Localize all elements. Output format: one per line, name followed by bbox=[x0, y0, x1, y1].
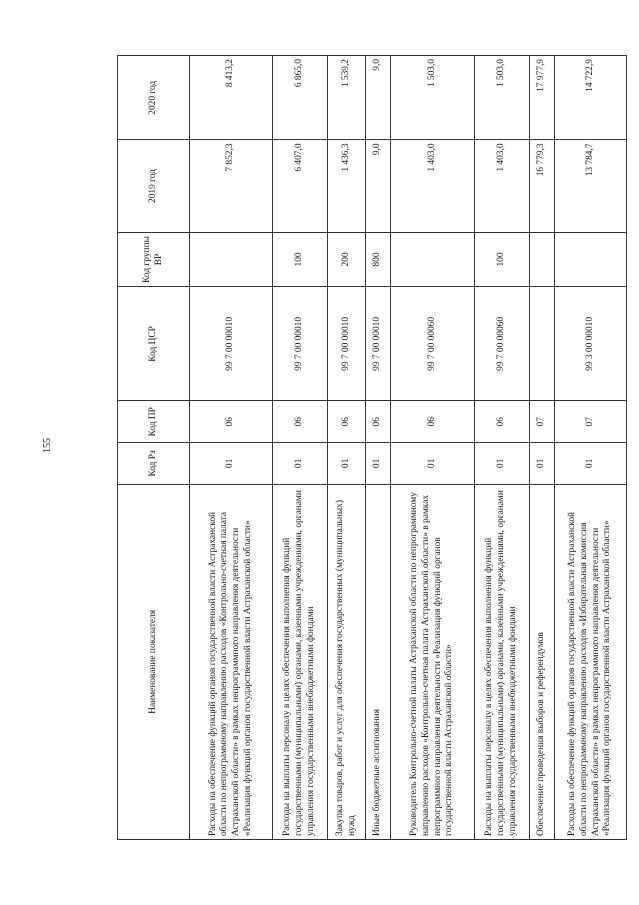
cell-pr: 06 bbox=[366, 401, 391, 443]
cell-pr: 06 bbox=[475, 401, 530, 443]
cell-2019: 6 407,0 bbox=[273, 140, 328, 232]
cell-csr: 99 3 00 00010 bbox=[555, 287, 627, 401]
cell-vr: 100 bbox=[273, 232, 328, 287]
cell-2020: 1 503,0 bbox=[475, 56, 530, 140]
table-row bbox=[273, 56, 328, 840]
cell-pr: 07 bbox=[530, 401, 555, 443]
table-row bbox=[328, 56, 366, 840]
cell-2019: 9,0 bbox=[366, 140, 391, 232]
table-row bbox=[366, 56, 391, 840]
cell-2020: 1 503,0 bbox=[391, 56, 475, 140]
table-header-row bbox=[118, 56, 190, 840]
cell-2020: 8 413,2 bbox=[190, 56, 273, 140]
cell-name: Обеспечение проведения выборов и референдумов bbox=[530, 484, 555, 839]
page-number: 155 bbox=[42, 438, 53, 453]
cell-rz: 01 bbox=[366, 443, 391, 485]
header-2019: 2019 год bbox=[118, 140, 190, 232]
cell-pr: 06 bbox=[273, 401, 328, 443]
cell-pr: 06 bbox=[190, 401, 273, 443]
cell-2019: 1 436,3 bbox=[328, 140, 366, 232]
cell-rz: 01 bbox=[273, 443, 328, 485]
cell-pr: 06 bbox=[391, 401, 475, 443]
cell-name: Иные бюджетные ассигнования bbox=[366, 484, 391, 839]
cell-2020: 9,0 bbox=[366, 56, 391, 140]
cell-csr: 99 7 00 00010 bbox=[273, 287, 328, 401]
cell-2020: 1 539,2 bbox=[328, 56, 366, 140]
cell-pr: 06 bbox=[328, 401, 366, 443]
cell-csr: 99 7 00 00060 bbox=[475, 287, 530, 401]
cell-name: Расходы на обеспечение функций органов государственной власти Астраханской области по непрограммному направлению расходов «Контрольно-счетная палата Астраханской области» в рамках непрограммного направления деятельности «Реализация функций органов государственной власти Астраханской области» bbox=[190, 484, 273, 839]
cell-csr: 99 7 00 00010 bbox=[366, 287, 391, 401]
table-row bbox=[475, 56, 530, 840]
table-row bbox=[391, 56, 475, 840]
cell-2020: 17 977,9 bbox=[530, 56, 555, 140]
header-rz: Код Рз bbox=[118, 443, 190, 485]
cell-name: Расходы на выплаты персоналу в целях обеспечения выполнения функций государственными (муниципальными) органами, казенными учреждениями, органами управления государственными внебюджетными фондами bbox=[475, 484, 530, 839]
cell-name: Руководитель Контрольно-счетной палаты Астраханской области по непрограммному направлению расходов «Контрольно-счетная палата Астраханской области» в рамках непрограммного направления деятельности «Реализация функций органов государственной власти Астраханской области» bbox=[391, 484, 475, 839]
cell-2019: 1 403,0 bbox=[475, 140, 530, 232]
cell-csr: 99 7 00 00010 bbox=[190, 287, 273, 401]
cell-csr: 99 7 00 00010 bbox=[328, 287, 366, 401]
cell-2019: 13 784,7 bbox=[555, 140, 627, 232]
cell-2020: 14 722,9 bbox=[555, 56, 627, 140]
header-csr: Код ЦСР bbox=[118, 287, 190, 401]
cell-name: Расходы на обеспечение функций органов государственной власти Астраханской области по непрограммному направлению расходов «Избирательная комиссия Астраханской области» в рамках непрограммного направления деятельности «Реализация функций органов государственной власти Астраханской области» bbox=[555, 484, 627, 839]
cell-vr: 100 bbox=[475, 232, 530, 287]
cell-vr: 800 bbox=[366, 232, 391, 287]
cell-vr bbox=[391, 232, 475, 287]
cell-rz: 01 bbox=[555, 443, 627, 485]
header-vr: Код группы ВР bbox=[118, 232, 190, 287]
cell-2019: 1 403,0 bbox=[391, 140, 475, 232]
budget-table bbox=[117, 55, 627, 840]
cell-name: Расходы на выплаты персоналу в целях обеспечения выполнения функций государственными (муниципальными) органами, казенными учреждениями, органами управления государственными внебюджетными фондами bbox=[273, 484, 328, 839]
rotated-page bbox=[117, 55, 620, 840]
cell-2019: 16 779,3 bbox=[530, 140, 555, 232]
cell-vr bbox=[555, 232, 627, 287]
cell-rz: 01 bbox=[530, 443, 555, 485]
header-name: Наименование показателя bbox=[118, 484, 190, 839]
cell-pr: 07 bbox=[555, 401, 627, 443]
header-2020: 2020 год bbox=[118, 56, 190, 140]
cell-name: Закупка товаров, работ и услуг для обеспечения государственных (муниципальных) нужд bbox=[328, 484, 366, 839]
table-row bbox=[530, 56, 555, 840]
table-row bbox=[555, 56, 627, 840]
cell-csr: 99 7 00 00060 bbox=[391, 287, 475, 401]
cell-csr bbox=[530, 287, 555, 401]
cell-2020: 6 865,0 bbox=[273, 56, 328, 140]
cell-rz: 01 bbox=[391, 443, 475, 485]
cell-vr bbox=[530, 232, 555, 287]
cell-rz: 01 bbox=[328, 443, 366, 485]
cell-vr bbox=[190, 232, 273, 287]
cell-rz: 01 bbox=[190, 443, 273, 485]
cell-vr: 200 bbox=[328, 232, 366, 287]
table-row bbox=[190, 56, 273, 840]
header-pr: Код ПР bbox=[118, 401, 190, 443]
cell-2019: 7 852,3 bbox=[190, 140, 273, 232]
cell-rz: 01 bbox=[475, 443, 530, 485]
